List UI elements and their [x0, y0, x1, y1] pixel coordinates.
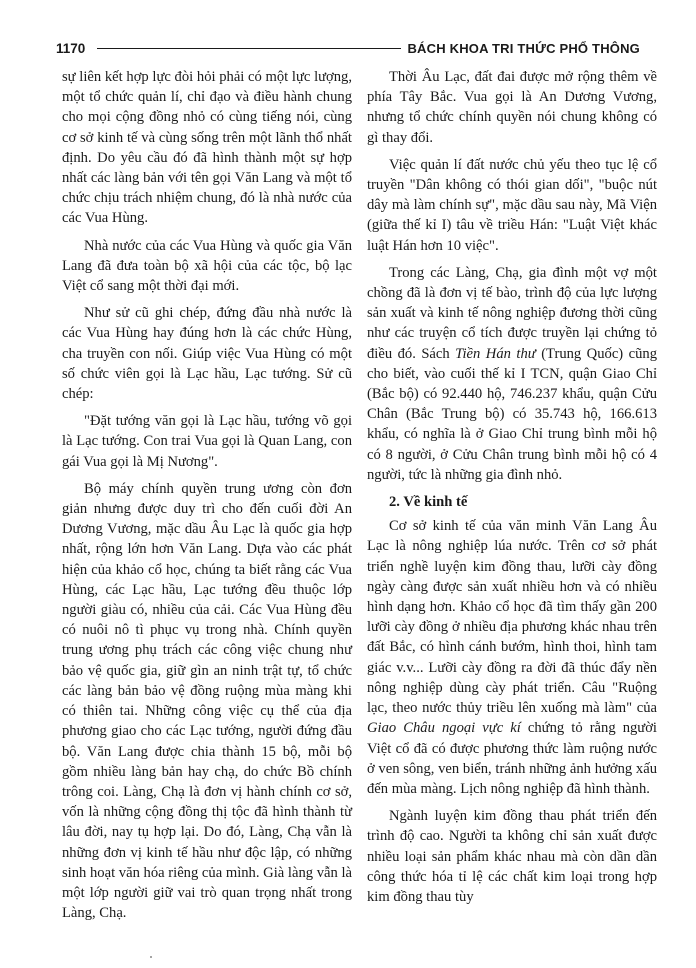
page-number: 1170: [56, 40, 86, 56]
text-run: Cơ sở kinh tế của văn minh Văn Lang Âu Lạc là nông nghiệp lúa nước. Trên cơ sở phát triển nghề luyện kim đồng thau, lưỡi cày đồng ngày càng được sản xuất nhiều hơn và có nhiều hình dạng hơn. Khảo cổ học đã tìm thấy gần 200 lưỡi cày đồng ở nhiều địa phương khác nhau trên đất Bắc, có hình cánh bướm, hình thoi, hình tam giác v.v... Lưỡi cày đồng ra đời đã thúc đẩy nền nông nghiệp dùng cày phát triển. Câu "Ruộng lạc, theo nước thủy triều lên xuống mà làm" của: [367, 518, 657, 717]
section-heading: 2. Về kinh tế: [389, 494, 468, 511]
text-run: chứng tỏ rằng người Việt cổ đã có được phương thức làm ruộng nước ở ven sông, ven biển, tránh những ảnh hưởng xấu đến mùa màng. Lịch nông nghiệp đã hình thành.: [367, 720, 657, 797]
paragraph: Nhà nước của các Vua Hùng và quốc gia Văn Lang đã đưa toàn bộ xã hội của các tộc, bộ lạc Việt cổ sang một thời đại mới.: [62, 237, 352, 295]
text-run: Trong các Làng, Chạ, gia đình một vợ một chồng đã là đơn vị tế bào, trình độ của lực lượng sản xuất và kinh tế nông nghiệp đương thời cũng như các truyện cổ tích được truyền lại chứng tỏ điều đó. Sách: [367, 264, 657, 362]
book-title: BÁCH KHOA TRI THỨC PHỔ THÔNG: [407, 40, 640, 56]
right-column: [367, 67, 657, 914]
text-run: (Trung Quốc) cũng cho biết, vào cuối thế kỉ I TCN, quận Giao Chỉ (Bắc bộ) có 92.440 hộ, 746.237 khẩu, quận Cửu Chân (Bắc Trung bộ) có 35.743 hộ, 166.613 khẩu, có nghĩa là ở Giao Chỉ trung bình mỗi hộ có 8 người, ở Cửu Chân trung bình mỗi hộ có 4 người, tức là những gia đình nhỏ.: [367, 345, 657, 483]
paragraph: Như sử cũ ghi chép, đứng đầu nhà nước là các Vua Hùng hay đúng hơn là các chức Hùng, cha truyền con nối. Giúp việc Vua Hùng có một số chức viên gọi là Lạc hầu, Lạc tướng. Sử cũ chép:: [62, 305, 352, 403]
book-title-italic: Tiền Hán thư: [455, 345, 536, 362]
left-column: [62, 67, 352, 930]
paragraph: Việc quản lí đất nước chủ yếu theo tục lệ cổ truyền "Dân không có thói gian dối", "buộc nút dây mà làm chính sự", mặc dầu sau này, Mã Viện (giữa thế kỉ I) tâu về triều Hán: "Luật Việt khác luật Hán hơn 10 việc".: [367, 156, 657, 254]
paragraph: [367, 516, 657, 799]
paragraph: [367, 263, 657, 485]
print-speck: [150, 956, 152, 958]
header-rule: [97, 48, 401, 49]
running-header: [56, 38, 640, 58]
book-title-italic: Giao Châu ngoại vực kí: [367, 720, 521, 737]
paragraph: Thời Âu Lạc, đất đai được mở rộng thêm về phía Tây Bắc. Vua gọi là An Dương Vương, nhưng tổ chức chính quyền nói chung không có gì thay đổi.: [367, 69, 657, 146]
quote-paragraph: "Đặt tướng văn gọi là Lạc hầu, tướng võ gọi là Lạc tướng. Con trai Vua gọi là Quan Lang, con gái Vua gọi là Mị Nương".: [62, 413, 352, 470]
paragraph: Ngành luyện kim đồng thau phát triển đến trình độ cao. Người ta không chỉ sản xuất được nhiều loại sản phẩm khác nhau mà còn dần dần công thức hóa tỉ lệ các chất kim loại trong hợp kim đồng thau tùy: [367, 808, 657, 905]
paragraph: sự liên kết hợp lực đòi hỏi phải có một lực lượng, một tổ chức quản lí, chỉ đạo và điều hành chung cho mọi cộng đồng nhỏ có cùng tiếng nói, cùng cơ sở kinh tế và cùng sống trên một lãnh thổ nhất định. Do yêu cầu đó đã hình thành một sự hợp nhất các làng bản với tên gọi Văn Lang và một tổ chức chịu trách nhiệm chung, đó là nhà nước của các Vua Hùng.: [62, 69, 352, 227]
paragraph: Bộ máy chính quyền trung ương còn đơn giản nhưng được duy trì cho đến cuối đời An Dương Vương, mặc dầu Âu Lạc là quốc gia hợp nhất, rộng lớn hơn Văn Lang. Dựa vào các phát hiện của khảo cổ học, chúng ta biết rằng các Vua Hùng, các Lạc hầu, Lạc tướng đều thuộc lớp người giàu có, nhiều của cải. Các Vua Hùng đều có nuôi nô tì phục vụ trong nhà. Chính quyền trung ương phụ trách các công việc chung như bảo vệ quốc gia, giữ gìn an ninh trật tự, tổ chức các làng bản bảo vệ đồng ruộng mùa màng khi có thiên tai. Những công việc cụ thể của địa phương giao cho các Lạc tướng, người đứng đầu bộ. Văn Lang được chia thành 15 bộ, mỗi bộ gồm nhiều làng bản hay chạ, do chức Bồ chính trông coi. Làng, Chạ là đơn vị hành chính cơ sở, vốn là những cộng đồng thị tộc đã hình thành từ lâu đời, nay tụ hợp lại. Do đó, Làng, Chạ vẫn là những đơn vị kinh tế hầu như độc lập, có những sinh hoạt văn hóa riêng của mình. Già làng vẫn là một lớp người giữ vai trò quan trọng nhất trong Làng, Chạ.: [62, 480, 352, 922]
